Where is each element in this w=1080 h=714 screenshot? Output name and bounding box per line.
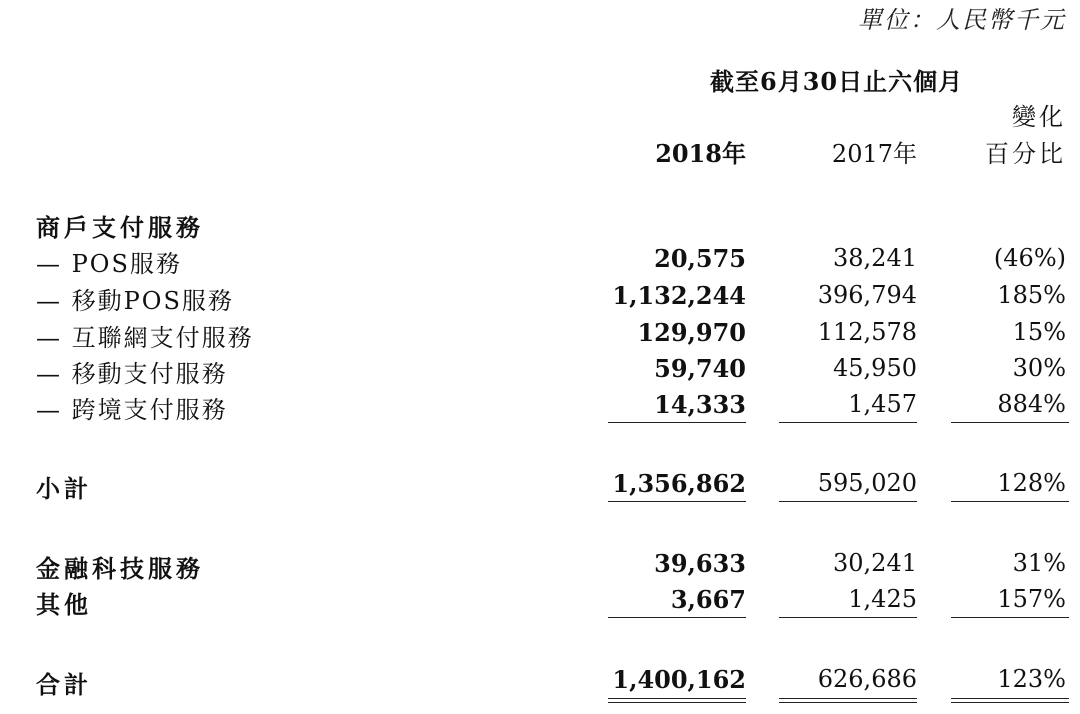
change-percent: 31% <box>1012 549 1066 577</box>
row-label: — 跨境支付服務 <box>36 396 228 424</box>
value-2018: 1,132,244 <box>612 281 746 310</box>
value-2018: 1,400,162 <box>612 665 746 694</box>
change-percent: 157% <box>997 585 1066 613</box>
divider <box>608 617 746 618</box>
value-2018: 129,970 <box>637 318 746 347</box>
change-percent: 30% <box>1012 354 1066 382</box>
value-2017: 38,241 <box>833 244 917 272</box>
change-header-line1: 變化 <box>1012 103 1066 131</box>
divider <box>608 501 746 502</box>
table-row <box>0 354 1080 390</box>
value-2017: 595,020 <box>817 469 917 497</box>
merchant-section-heading <box>0 208 1080 244</box>
double-rule <box>779 698 917 703</box>
change-percent: (46%) <box>993 244 1066 272</box>
row-label: 金融科技服務 <box>36 554 204 583</box>
table-row <box>0 585 1080 621</box>
section-title: 商戶支付服務 <box>36 213 204 242</box>
divider <box>951 422 1069 423</box>
row-label: 合計 <box>36 670 92 699</box>
table-row <box>0 244 1080 280</box>
row-label: — 移動支付服務 <box>36 360 228 388</box>
row-label: — 移動POS服務 <box>36 287 234 315</box>
value-2017: 626,686 <box>817 665 917 693</box>
value-2017: 45,950 <box>833 354 917 382</box>
divider <box>779 617 917 618</box>
year-2017-header: 2017年 <box>831 140 917 168</box>
value-2018: 20,575 <box>654 244 746 273</box>
table-row <box>0 318 1080 354</box>
value-2017: 1,457 <box>848 390 917 418</box>
subtotal-row <box>0 469 1080 505</box>
change-percent: 185% <box>997 281 1066 309</box>
double-rule <box>608 698 746 703</box>
value-2018: 59,740 <box>654 354 746 383</box>
unit-note: 單位：人民幣千元 <box>858 6 1066 34</box>
value-2018: 14,333 <box>654 390 746 419</box>
row-label: 小計 <box>36 474 92 503</box>
year-2018-header: 2018年 <box>655 139 746 168</box>
change-percent: 123% <box>997 665 1066 693</box>
value-2018: 1,356,862 <box>612 469 746 498</box>
table-row <box>0 549 1080 585</box>
row-label: 其他 <box>36 590 92 619</box>
change-percent: 128% <box>997 469 1066 497</box>
divider <box>951 501 1069 502</box>
row-label: — 互聯網支付服務 <box>36 324 254 352</box>
value-2017: 30,241 <box>833 549 917 577</box>
total-row <box>0 665 1080 701</box>
table-row <box>0 390 1080 426</box>
period-heading: 截至6月30日止六個月 <box>710 67 964 96</box>
double-rule <box>951 698 1069 703</box>
table-row <box>0 281 1080 317</box>
divider <box>608 422 746 423</box>
value-2018: 39,633 <box>654 549 746 578</box>
divider <box>951 617 1069 618</box>
value-2017: 112,578 <box>817 318 917 346</box>
value-2017: 396,794 <box>817 281 917 309</box>
change-percent: 884% <box>997 390 1066 418</box>
value-2017: 1,425 <box>848 585 917 613</box>
divider <box>779 501 917 502</box>
row-label: — POS服務 <box>36 250 182 278</box>
divider <box>779 422 917 423</box>
change-percent: 15% <box>1012 318 1066 346</box>
value-2018: 3,667 <box>670 585 746 614</box>
change-header-line2: 百分比 <box>985 140 1066 168</box>
